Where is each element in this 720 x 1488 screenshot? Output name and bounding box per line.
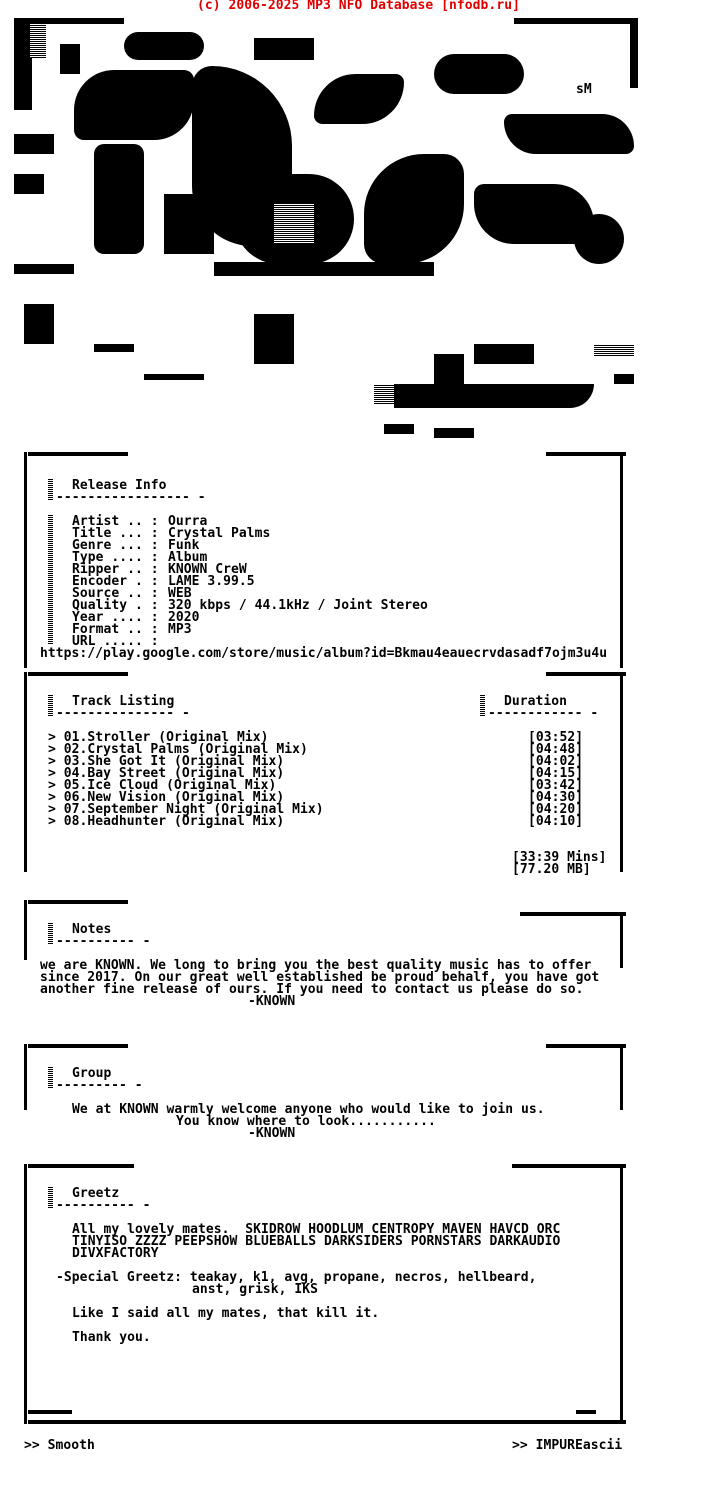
release-field-label: Artist .. : (72, 514, 159, 529)
total-time: [33:39 Mins] (512, 850, 607, 865)
group-underline: --------- - (56, 1078, 143, 1093)
duration-title: Duration (504, 694, 568, 709)
release-field-value: 2020 (168, 610, 200, 625)
greetz-title: Greetz (72, 1186, 120, 1201)
track-duration: [04:10] (528, 814, 584, 829)
ascii-art-logo-icon (14, 14, 642, 446)
release-field-label: Format .. : (72, 622, 159, 637)
duration-underline: ------------ - (488, 706, 599, 721)
greetz-underline: ---------- - (56, 1198, 151, 1213)
release-field-label: Quality . : (72, 598, 159, 613)
track-duration: [04:15] (528, 766, 584, 781)
notes-underline: ---------- - (56, 934, 151, 949)
greetz-line-1: All my lovely mates. SKIDROW HOODLUM CENTROPY MAVEN HAVCD ORC (72, 1222, 561, 1237)
footer-credit-left: >> Smooth (24, 1438, 95, 1453)
release-field-value: Ourra (168, 514, 208, 529)
release-field-label: Year .... : (72, 610, 159, 625)
greetz-line-3: DIVXFACTORY (72, 1246, 159, 1261)
release-field-label: Source .. : (72, 586, 159, 601)
notes-line-3: another fine release of ours. If you need to contact us please do so. (40, 982, 584, 997)
copyright-header: (c) 2006-2025 MP3 NFO Database [nfodb.ru] (197, 0, 520, 13)
notes-sign: -KNOWN (248, 994, 296, 1009)
track-name: > 06.New Vision (Original Mix) (48, 790, 285, 805)
greetz-closing-2: Thank you. (72, 1330, 151, 1345)
release-field-value: WEB (168, 586, 192, 601)
track-name: > 05.Ice Cloud (Original Mix) (48, 778, 277, 793)
release-field-label: URL ..... : (72, 634, 159, 649)
track-duration: [04:20] (528, 802, 584, 817)
greetz-closing-1: Like I said all my mates, that kill it. (72, 1306, 380, 1321)
track-listing-underline: --------------- - (56, 706, 190, 721)
track-duration: [03:42] (528, 778, 584, 793)
release-field-value: Album (168, 550, 208, 565)
total-size: [77.20 MB] (512, 862, 591, 877)
track-name: > 07.September Night (Original Mix) (48, 802, 324, 817)
release-field-value: KNOWN CreW (168, 562, 247, 577)
release-field-value: Funk (168, 538, 200, 553)
release-info-underline: ----------------- - (56, 490, 206, 505)
release-url[interactable]: https://play.google.com/store/music/album?id=Bkmau4eauecrvdasadf7ojm3u4u (40, 646, 608, 661)
release-field-label: Type .... : (72, 550, 159, 565)
track-name: > 03.She Got It (Original Mix) (48, 754, 285, 769)
group-sign: -KNOWN (248, 1126, 296, 1141)
notes-line-1: we are KNOWN. We long to bring you the best quality music has to offer (40, 958, 592, 973)
track-duration: [04:30] (528, 790, 584, 805)
release-field-label: Encoder . : (72, 574, 159, 589)
track-name: > 01.Stroller (Original Mix) (48, 730, 269, 745)
greetz-special-2: anst, grisk, IKS (192, 1282, 319, 1297)
notes-title: Notes (72, 922, 112, 937)
release-field-label: Title ... : (72, 526, 159, 541)
track-duration: [04:02] (528, 754, 584, 769)
release-field-label: Ripper .. : (72, 562, 159, 577)
greetz-special-1: -Special Greetz: teakay, k1, avg, propane, necros, hellbeard, (56, 1270, 537, 1285)
group-line-2: You know where to look........... (176, 1114, 436, 1129)
group-title: Group (72, 1066, 112, 1081)
track-duration: [04:48] (528, 742, 584, 757)
track-name: > 02.Crystal Palms (Original Mix) (48, 742, 308, 757)
greetz-line-2: TINYISO ZZZZ PEEPSHOW BLUEBALLS DARKSIDERS PORNSTARS DARKAUDIO (72, 1234, 561, 1249)
track-duration: [03:52] (528, 730, 584, 745)
release-field-value: LAME 3.99.5 (168, 574, 255, 589)
footer-credit-right: >> IMPUREascii (512, 1438, 623, 1453)
release-field-label: Genre ... : (72, 538, 159, 553)
track-name: > 08.Headhunter (Original Mix) (48, 814, 285, 829)
logo-signature: sM (576, 82, 592, 97)
track-listing-title: Track Listing (72, 694, 175, 709)
group-line-1: We at KNOWN warmly welcome anyone who would like to join us. (72, 1102, 545, 1117)
release-info-title: Release Info (72, 478, 167, 493)
notes-line-2: since 2017. On our great well established be proud behalf, you have got (40, 970, 600, 985)
release-field-value: MP3 (168, 622, 192, 637)
release-field-value: 320 kbps / 44.1kHz / Joint Stereo (168, 598, 428, 613)
track-name: > 04.Bay Street (Original Mix) (48, 766, 285, 781)
release-field-value: Crystal Palms (168, 526, 271, 541)
